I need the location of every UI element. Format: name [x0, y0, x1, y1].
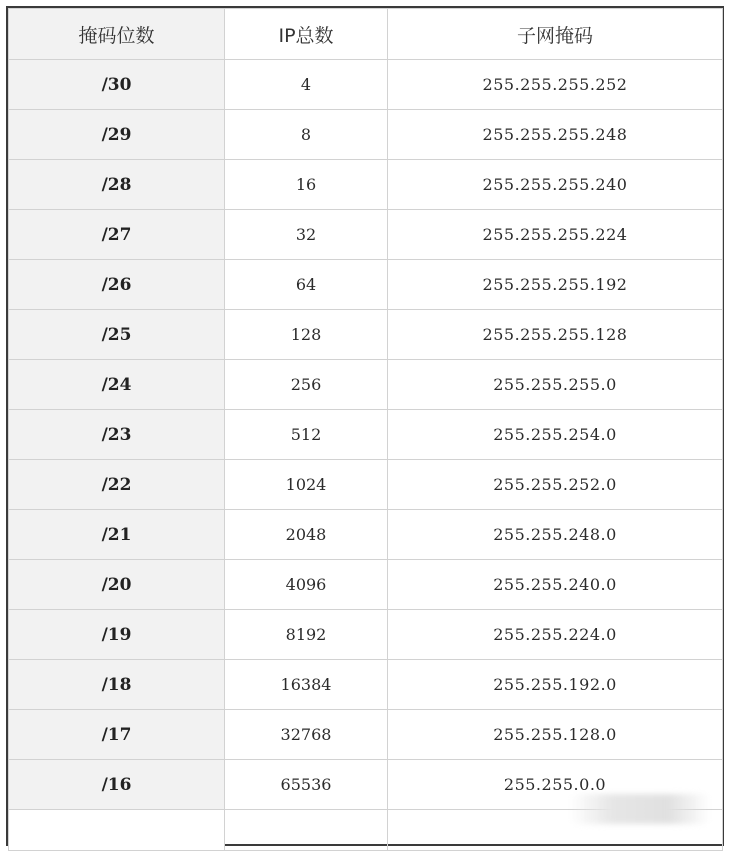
subnet-mask-cell: 255.255.254.0 — [388, 410, 723, 460]
subnet-mask-cell: 255.255.248.0 — [388, 510, 723, 560]
subnet-mask-cell: 255.255.128.0 — [388, 710, 723, 760]
subnet-mask-cell: 255.255.255.0 — [388, 360, 723, 410]
ip-total-cell: 1024 — [225, 460, 388, 510]
ip-total-cell: 512 — [225, 410, 388, 460]
table-row — [9, 660, 723, 710]
subnet-mask-cell: 255.255.255.248 — [388, 110, 723, 160]
subnet-mask-cell: 255.255.240.0 — [388, 560, 723, 610]
table-row — [9, 310, 723, 360]
subnet-mask-cell: 255.255.255.252 — [388, 60, 723, 110]
ip-total-cell: 8 — [225, 110, 388, 160]
ip-total-cell: 65536 — [225, 760, 388, 810]
table-row — [9, 210, 723, 260]
subnet-mask-cell: 255.255.255.128 — [388, 310, 723, 360]
subnet-mask-cell: 255.255.224.0 — [388, 610, 723, 660]
table-header-row — [9, 9, 723, 60]
ip-total-cell: 32 — [225, 210, 388, 260]
prefix-cell: /19 — [9, 610, 225, 660]
prefix-cell: /28 — [9, 160, 225, 210]
ip-total-cell: 64 — [225, 260, 388, 310]
prefix-cell: /23 — [9, 410, 225, 460]
prefix-cell: /27 — [9, 210, 225, 260]
ip-total-cell: 128 — [225, 310, 388, 360]
prefix-cell: /25 — [9, 310, 225, 360]
prefix-cell: /30 — [9, 60, 225, 110]
ip-total-cell: 4 — [225, 60, 388, 110]
header-ip-total: IP总数 — [225, 9, 388, 60]
table-row — [9, 610, 723, 660]
subnet-mask-cell: 255.255.0.0 — [388, 760, 723, 810]
ip-total-cell: 8192 — [225, 610, 388, 660]
table-frame — [6, 6, 724, 846]
watermark-blur — [570, 794, 710, 824]
table-row — [9, 160, 723, 210]
prefix-cell: /16 — [9, 760, 225, 810]
prefix-cell: /20 — [9, 560, 225, 610]
empty-prefix-cell — [9, 810, 225, 851]
ip-total-cell: 256 — [225, 360, 388, 410]
ip-total-cell: 16384 — [225, 660, 388, 710]
header-subnet-mask: 子网掩码 — [388, 9, 723, 60]
table-row — [9, 110, 723, 160]
subnet-mask-cell: 255.255.255.240 — [388, 160, 723, 210]
table-row — [9, 510, 723, 560]
prefix-cell: /17 — [9, 710, 225, 760]
subnet-mask-table — [8, 8, 723, 851]
subnet-mask-cell: 255.255.255.192 — [388, 260, 723, 310]
empty-total-cell — [225, 810, 388, 851]
subnet-mask-cell: 255.255.252.0 — [388, 460, 723, 510]
table-body — [9, 60, 723, 851]
table-row — [9, 360, 723, 410]
prefix-cell: /22 — [9, 460, 225, 510]
table-row — [9, 410, 723, 460]
header-mask-bits: 掩码位数 — [9, 9, 225, 60]
prefix-cell: /18 — [9, 660, 225, 710]
table-row — [9, 60, 723, 110]
prefix-cell: /24 — [9, 360, 225, 410]
ip-total-cell: 32768 — [225, 710, 388, 760]
table-row — [9, 260, 723, 310]
ip-total-cell: 4096 — [225, 560, 388, 610]
ip-total-cell: 16 — [225, 160, 388, 210]
prefix-cell: /26 — [9, 260, 225, 310]
table-row — [9, 460, 723, 510]
subnet-mask-cell: 255.255.192.0 — [388, 660, 723, 710]
ip-total-cell: 2048 — [225, 510, 388, 560]
prefix-cell: /29 — [9, 110, 225, 160]
table-row — [9, 710, 723, 760]
table-row — [9, 560, 723, 610]
prefix-cell: /21 — [9, 510, 225, 560]
subnet-mask-cell: 255.255.255.224 — [388, 210, 723, 260]
